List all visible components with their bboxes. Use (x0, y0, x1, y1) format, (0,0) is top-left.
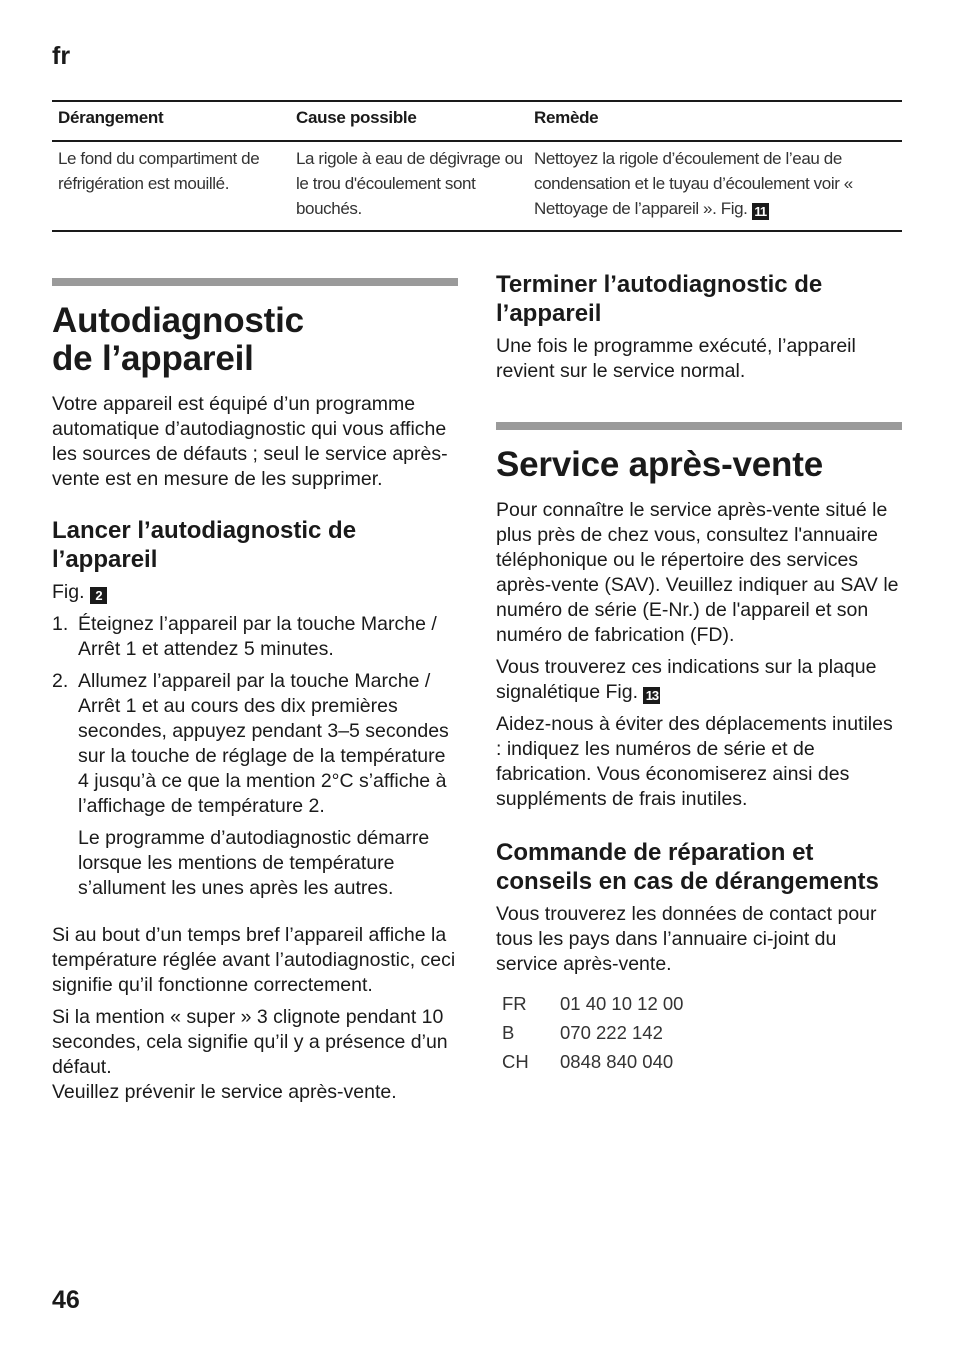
contacts-table (496, 989, 683, 1076)
table-row (496, 989, 683, 1018)
fault-cell: Le fond du compartiment de réfrigération est mouillé. (52, 141, 290, 231)
column-header-remedy: Remède (528, 101, 902, 141)
table-row (496, 1018, 683, 1047)
table-row (52, 141, 902, 231)
country-code: FR (502, 993, 527, 1014)
result-paragraph: Si au bout d’un temps bref l’appareil affiche la température réglée avant l’autodiagnostic, ceci signifie qu’il fonctionne correctement. (52, 924, 456, 996)
subsection-title-repair: Commande de réparation et conseils en cas de dérangements (496, 839, 879, 895)
remedy-cell (528, 141, 902, 231)
figure-ref-badge: 11 (752, 203, 769, 220)
fault-paragraph: Si la mention « super » 3 clignote pendant 10 secondes, cela signifie qu’il y a présence d’un défaut. (52, 1006, 448, 1078)
step-text: Allumez l’appareil par la touche Marche / Arrêt 1 et au cours des dix premières secondes, appuyez pendant 3–5 secondes sur la touche de réglage de la température 4 jusqu’à ce que la mention 2°C s’affiche à l’affichage de température 2. (78, 670, 449, 817)
country-code: B (502, 1022, 515, 1043)
troubleshooting-table (52, 100, 902, 232)
section-title-service: Service après-vente (496, 445, 823, 484)
cause-cell: La rigole à eau de dégivrage ou le trou d'écoulement sont bouchés. (290, 141, 528, 231)
column-header-fault: Dérangement (52, 101, 290, 141)
contact-service-note: Veuillez prévenir le service après-vente. (52, 1081, 397, 1103)
fig-label: Fig. (52, 581, 85, 603)
step-note: Le programme d’autodiagnostic démarre lorsque les mentions de température s’allument les unes après les autres. (78, 827, 430, 899)
steps-list (52, 612, 458, 819)
end-paragraph: Une fois le programme exécuté, l’appareil revient sur le service normal. (496, 335, 856, 382)
country-code: CH (502, 1051, 529, 1072)
language-code: fr (52, 42, 71, 70)
section-rule (52, 278, 458, 286)
phone-number: 0848 840 040 (560, 1051, 674, 1072)
service-paragraph-2-text: Vous trouverez ces indications sur la plaque signalétique Fig. (496, 656, 877, 703)
service-paragraph-2 (496, 655, 902, 705)
title-line-2: de l’appareil (52, 339, 254, 378)
section-title-autodiagnostic (52, 302, 458, 378)
phone-number: 070 222 142 (560, 1022, 663, 1043)
service-paragraph-1: Pour connaître le service après-vente situé le plus près de chez vous, consultez l'annuaire téléphonique ou le répertoire des services après-vente (SAV). Veuillez indiquer au SAV le numéro de série (E-Nr.) de l'appareil et son numéro de fabrication (FD). (496, 499, 899, 646)
table-header-row (52, 101, 902, 141)
title-line-1: Autodiagnostic (52, 301, 304, 340)
step-number: 1. (52, 613, 69, 635)
section-rule (496, 422, 902, 430)
figure-ref-badge: 2 (90, 587, 107, 604)
column-header-cause: Cause possible (290, 101, 528, 141)
subsection-title-end: Terminer l’autodiagnostic de l’appareil (496, 271, 823, 327)
fig-reference (52, 580, 458, 605)
step-number: 2. (52, 670, 69, 692)
step-text: Éteignez l’appareil par la touche Marche / Arrêt 1 et attendez 5 minutes. (78, 613, 437, 660)
list-item (52, 669, 458, 819)
repair-paragraph: Vous trouverez les données de contact pour tous les pays dans l’annuaire ci-joint du service après-vente. (496, 903, 877, 975)
table-row (496, 1047, 683, 1076)
intro-paragraph: Votre appareil est équipé d’un programme automatique d’autodiagnostic qui vous affiche les sources de défauts ; seul le service après-vente est en mesure de les supprimer. (52, 393, 448, 490)
subsection-title-start: Lancer l’autodiagnostic de l’appareil (52, 517, 357, 573)
figure-ref-badge: 13 (643, 687, 660, 704)
service-paragraph-3: Aidez-nous à éviter des déplacements inutiles : indiquez les numéros de série et de fabrication. Vous économiserez ainsi des suppléments de frais inutiles. (496, 713, 893, 810)
right-column (496, 270, 902, 1076)
phone-number: 01 40 10 12 00 (560, 993, 684, 1014)
list-item (52, 612, 458, 662)
page-number: 46 (52, 1286, 80, 1314)
remedy-text: Nettoyez la rigole d’écoulement de l’eau de condensation et le tuyau d’écoulement voir « Nettoyage de l’appareil ». Fig. (534, 149, 853, 218)
left-column (52, 278, 458, 1112)
